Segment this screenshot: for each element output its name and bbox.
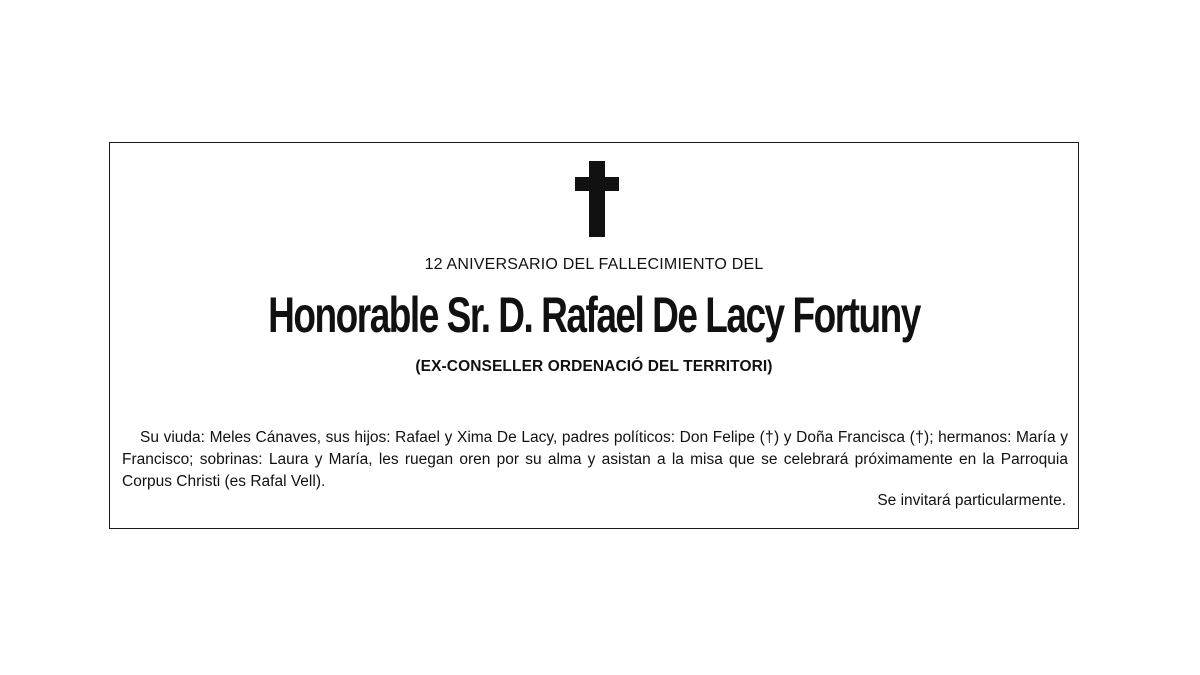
anniversary-line: 12 ANIVERSARIO DEL FALLECIMIENTO DEL	[424, 256, 764, 273]
cross-icon	[575, 161, 619, 237]
obituary-notice	[109, 142, 1079, 529]
deceased-title: (EX-CONSELLER ORDENACIÓ DEL TERRITORI)	[415, 358, 773, 375]
closing-line: Se invitará particularmente.	[877, 492, 1066, 509]
family-message: Su viuda: Meles Cánaves, sus hijos: Rafael y Xima De Lacy, padres políticos: Don Felipe (†) y Doña Francisca (†); hermanos: María y Francisco; sobrinas: Laura y María, les ruegan oren por su alma y asistan a la misa que se celebrará próximamente en la Parroquia Corpus Christi (es Rafal Vell).	[122, 429, 1068, 490]
deceased-name: Honorable Sr. D. Rafael De Lacy Fortuny	[268, 287, 920, 343]
